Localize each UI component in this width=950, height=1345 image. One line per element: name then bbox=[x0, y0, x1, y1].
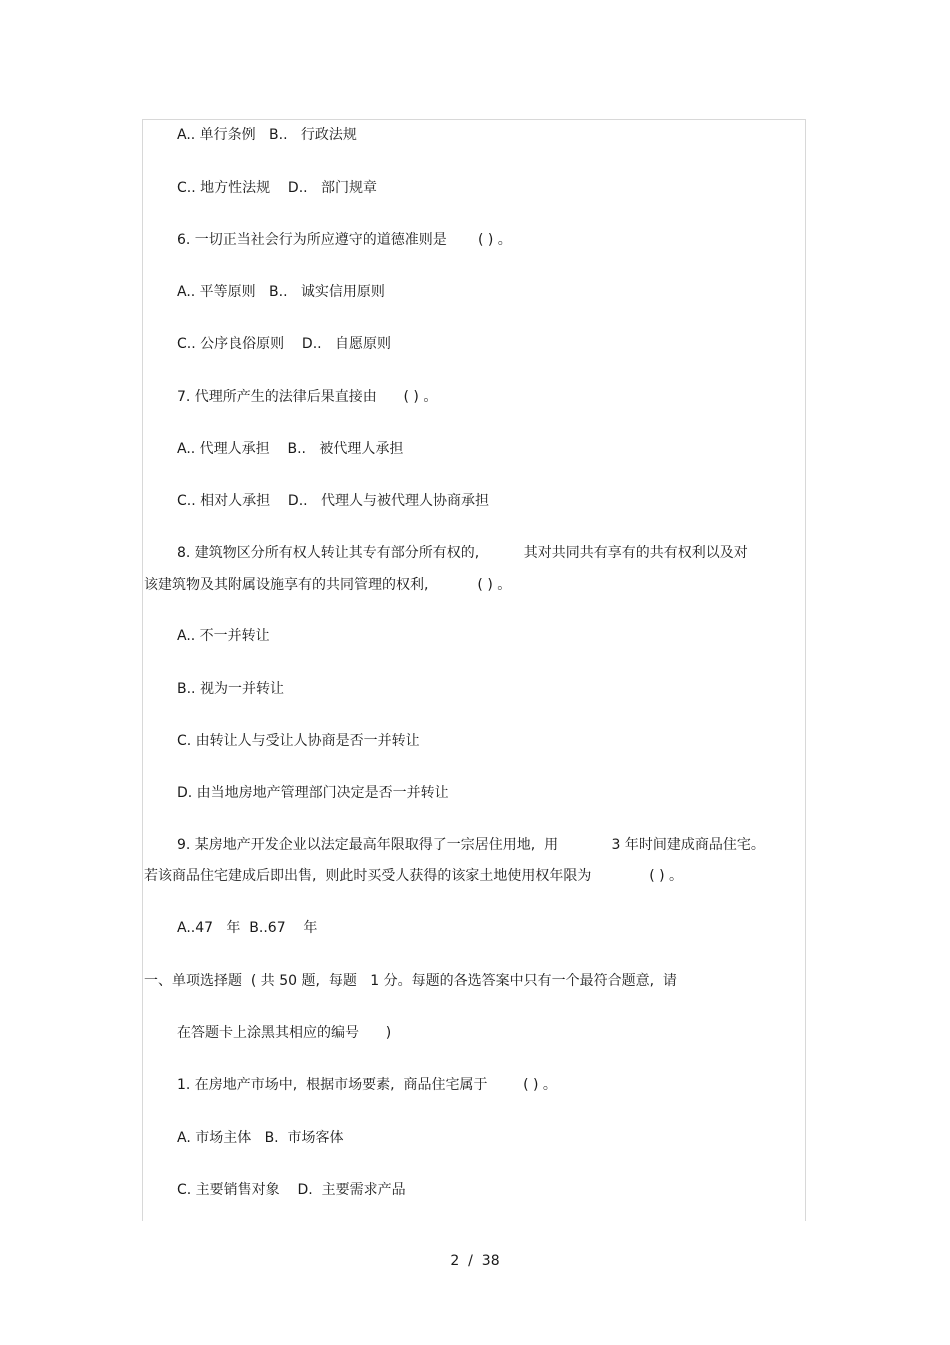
q1-options-cd: C. 主要销售对象 D. 主要需求产品 bbox=[177, 1182, 406, 1198]
q9-stem-line-1: 9. 某房地产开发企业以法定最高年限取得了一宗居住用地, 用 3 年时间建成商品住宅。 bbox=[177, 837, 765, 853]
section-heading-cont: 在答题卡上涂黑其相应的编号 ) bbox=[177, 1025, 392, 1041]
q8-option-a: A.. 不一并转让 bbox=[177, 628, 270, 644]
q6-stem: 6. 一切正当社会行为所应遵守的道德准则是 ( ) 。 bbox=[177, 232, 512, 248]
q9-stem-line-2: 若该商品住宅建成后即出售, 则此时买受人获得的该家土地使用权年限为 ( ) 。 bbox=[144, 868, 684, 884]
q8-option-b: B.. 视为一并转让 bbox=[177, 681, 284, 697]
q6-options-ab: A.. 平等原则 B.. 诚实信用原则 bbox=[177, 284, 385, 300]
q9-options: A..47 年 B..67 年 bbox=[177, 920, 318, 936]
q6-options-cd: C.. 公序良俗原则 D.. 自愿原则 bbox=[177, 336, 391, 352]
q8-stem-line-2: 该建筑物及其附属设施享有的共同管理的权利, ( ) 。 bbox=[144, 577, 512, 593]
q5-options-ab: A.. 单行条例 B.. 行政法规 bbox=[177, 127, 357, 143]
q8-stem-line-1: 8. 建筑物区分所有权人转让其专有部分所有权的, 其对共同共有享有的共有权利以及对 bbox=[177, 545, 748, 561]
section-heading: 一、单项选择题 ( 共 50 题, 每题 1 分。每题的各选答案中只有一个最符合题意, 请 bbox=[144, 973, 677, 989]
q8-option-c: C. 由转让人与受让人协商是否一并转让 bbox=[177, 733, 420, 749]
page-number: 2 / 38 bbox=[450, 1253, 500, 1269]
q1-options-ab: A. 市场主体 B. 市场客体 bbox=[177, 1130, 344, 1146]
q7-options-cd: C.. 相对人承担 D.. 代理人与被代理人协商承担 bbox=[177, 493, 489, 509]
q8-option-d: D. 由当地房地产管理部门决定是否一并转让 bbox=[177, 785, 449, 801]
q5-options-cd: C.. 地方性法规 D.. 部门规章 bbox=[177, 180, 377, 196]
q7-options-ab: A.. 代理人承担 B.. 被代理人承担 bbox=[177, 441, 404, 457]
q1-stem: 1. 在房地产市场中, 根据市场要素, 商品住宅属于 ( ) 。 bbox=[177, 1077, 557, 1093]
q7-stem: 7. 代理所产生的法律后果直接由 ( ) 。 bbox=[177, 389, 438, 405]
